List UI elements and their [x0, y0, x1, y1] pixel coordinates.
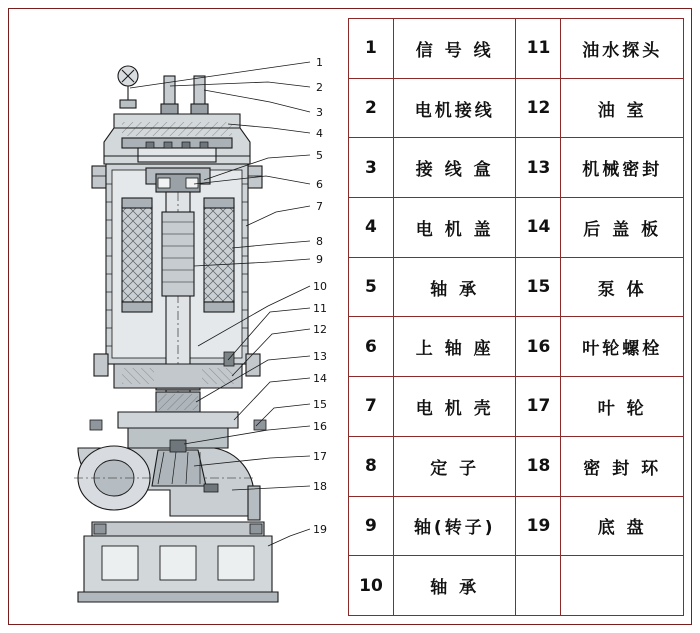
callout-7: 7 — [316, 200, 323, 213]
part-label-left: 电机接线 — [393, 78, 516, 138]
callout-10: 10 — [313, 280, 327, 293]
callout-6: 6 — [316, 178, 323, 191]
part-number-right: 11 — [516, 19, 561, 79]
part-number-left: 10 — [349, 556, 394, 616]
part-number-left: 5 — [349, 257, 394, 317]
callout-15: 15 — [313, 398, 327, 411]
part-label-right: 密 封 环 — [561, 436, 684, 496]
part-number-right: 15 — [516, 257, 561, 317]
part-number-left: 9 — [349, 496, 394, 556]
part-number-left: 7 — [349, 377, 394, 437]
table-row — [349, 377, 684, 437]
part-number-right: 16 — [516, 317, 561, 377]
callout-2: 2 — [316, 81, 323, 94]
part-label-right: 后 盖 板 — [561, 198, 684, 258]
callout-5: 5 — [316, 149, 323, 162]
callout-9: 9 — [316, 253, 323, 266]
part-label-left: 信 号 线 — [393, 19, 516, 79]
table-row — [349, 198, 684, 258]
callout-numbers — [313, 56, 327, 536]
part-label-left: 轴 承 — [393, 556, 516, 616]
callout-18: 18 — [313, 480, 327, 493]
part-number-right: 13 — [516, 138, 561, 198]
part-number-left: 2 — [349, 78, 394, 138]
part-label-left: 电 机 盖 — [393, 198, 516, 258]
part-number-right: 12 — [516, 78, 561, 138]
table-row — [349, 138, 684, 198]
callout-8: 8 — [316, 235, 323, 248]
part-label-left: 电 机 壳 — [393, 377, 516, 437]
callout-1: 1 — [316, 56, 323, 69]
callout-16: 16 — [313, 420, 327, 433]
empty-cell-number — [516, 556, 561, 616]
part-label-left: 上 轴 座 — [393, 317, 516, 377]
table-row — [349, 19, 684, 79]
part-label-right: 叶 轮 — [561, 377, 684, 437]
part-number-right: 18 — [516, 436, 561, 496]
callout-19: 19 — [313, 523, 327, 536]
part-number-left: 6 — [349, 317, 394, 377]
pump-sectional-drawing — [18, 16, 338, 618]
part-label-left: 接 线 盒 — [393, 138, 516, 198]
empty-cell-label — [561, 556, 684, 616]
part-number-left: 4 — [349, 198, 394, 258]
part-number-left: 3 — [349, 138, 394, 198]
parts-legend-table — [348, 18, 684, 616]
part-label-left: 轴 承 — [393, 257, 516, 317]
callout-12: 12 — [313, 323, 327, 336]
part-label-right: 泵 体 — [561, 257, 684, 317]
table-row — [349, 78, 684, 138]
table-row — [349, 496, 684, 556]
part-number-right: 14 — [516, 198, 561, 258]
part-label-right: 叶轮螺栓 — [561, 317, 684, 377]
part-number-right: 17 — [516, 377, 561, 437]
part-label-right: 油水探头 — [561, 19, 684, 79]
callout-11: 11 — [313, 302, 327, 315]
pump-body-geometry — [74, 66, 278, 602]
part-label-right: 底 盘 — [561, 496, 684, 556]
table-row — [349, 436, 684, 496]
part-number-left: 8 — [349, 436, 394, 496]
table-row — [349, 257, 684, 317]
table-row — [349, 556, 684, 616]
callout-17: 17 — [313, 450, 327, 463]
callout-13: 13 — [313, 350, 327, 363]
pump-drawing-svg — [18, 16, 338, 618]
callout-14: 14 — [313, 372, 327, 385]
part-label-left: 轴(转子) — [393, 496, 516, 556]
table-row — [349, 317, 684, 377]
part-label-right: 油 室 — [561, 78, 684, 138]
part-label-left: 定 子 — [393, 436, 516, 496]
part-number-left: 1 — [349, 19, 394, 79]
part-label-right: 机械密封 — [561, 138, 684, 198]
part-number-right: 19 — [516, 496, 561, 556]
callout-4: 4 — [316, 127, 323, 140]
callout-3: 3 — [316, 106, 323, 119]
